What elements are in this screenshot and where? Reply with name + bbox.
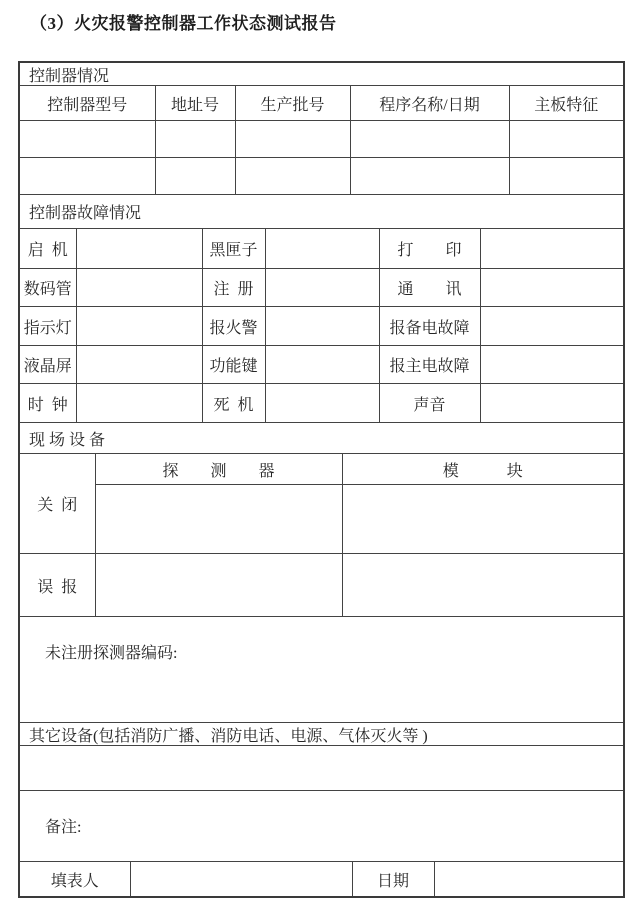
address-cell-2 (155, 158, 235, 195)
column-header-model: 控制器型号 (20, 86, 155, 121)
controller-info-section (20, 85, 623, 194)
module-false-alarm-cell (342, 554, 623, 617)
mainboard-cell-1 (509, 121, 623, 158)
unregistered-detector-label: 未注册探测器编码: (45, 645, 178, 662)
form-filler-cell (130, 862, 352, 896)
communication-status-cell (480, 269, 623, 307)
column-header-batch: 生产批号 (235, 86, 350, 121)
label-lcd: 液晶屏 (20, 346, 76, 384)
indicator-status-cell (76, 307, 202, 346)
label-register: 注 册 (202, 269, 265, 307)
label-sound: 声音 (379, 384, 480, 423)
label-startup: 启 机 (20, 229, 76, 269)
clock-status-cell (76, 384, 202, 423)
label-false-alarm: 误 报 (20, 554, 95, 617)
field-devices-table (20, 454, 623, 616)
section-field-devices (20, 422, 623, 453)
startup-status-cell (76, 229, 202, 269)
false-alarm-row (20, 554, 623, 617)
detector-close-cell (95, 485, 342, 554)
remarks-label: 备注: (45, 819, 82, 836)
controller-info-table (20, 86, 623, 194)
crash-status-cell (265, 384, 379, 423)
fault-row-4 (20, 346, 623, 384)
label-blackbox: 黑匣子 (202, 229, 265, 269)
function-key-status-cell (265, 346, 379, 384)
controller-fault-section (20, 228, 623, 422)
label-function-key: 功能键 (202, 346, 265, 384)
print-status-cell (480, 229, 623, 269)
controller-info-row-1 (20, 121, 623, 158)
section-field-devices-label: 现 场 设 备 (29, 431, 106, 449)
label-clock: 时 钟 (20, 384, 76, 423)
label-date: 日期 (352, 862, 434, 896)
section-controller-fault-label: 控制器故障情况 (29, 205, 142, 222)
detector-false-alarm-cell (95, 554, 342, 617)
field-devices-header-row (20, 454, 623, 485)
fault-row-5 (20, 384, 623, 423)
other-devices-label: 其它设备(包括消防广播、消防电话、电源、气体灭火等 ) (29, 727, 428, 745)
lcd-status-cell (76, 346, 202, 384)
other-devices-section (20, 722, 623, 745)
module-close-cell (342, 485, 623, 554)
section-controller-fault (20, 194, 623, 228)
field-devices-section (20, 453, 623, 616)
model-cell-2 (20, 158, 155, 195)
label-print: 打 印 (379, 229, 480, 269)
register-status-cell (265, 269, 379, 307)
fault-row-1 (20, 229, 623, 269)
label-form-filler: 填表人 (20, 862, 130, 896)
footer-table (20, 862, 623, 896)
column-header-program: 程序名称/日期 (350, 86, 509, 121)
column-header-detector: 探 测 器 (95, 454, 342, 485)
section-controller-info (20, 63, 623, 85)
model-cell-1 (20, 121, 155, 158)
backup-power-status-cell (480, 307, 623, 346)
batch-cell-2 (235, 158, 350, 195)
label-digital-tube: 数码管 (20, 269, 76, 307)
label-backup-power-fault: 报备电故障 (379, 307, 480, 346)
label-indicator: 指示灯 (20, 307, 76, 346)
section-controller-info-label: 控制器情况 (29, 67, 110, 85)
label-main-power-fault: 报主电故障 (379, 346, 480, 384)
main-power-status-cell (480, 346, 623, 384)
column-header-module: 模 块 (342, 454, 623, 485)
program-cell-1 (350, 121, 509, 158)
fault-row-2 (20, 269, 623, 307)
unregistered-detector-section (20, 616, 623, 722)
fire-alarm-status-cell (265, 307, 379, 346)
blackbox-status-cell (265, 229, 379, 269)
close-row (20, 485, 623, 554)
controller-info-row-2 (20, 158, 623, 195)
mainboard-cell-2 (509, 158, 623, 195)
footer-row (20, 862, 623, 896)
column-header-mainboard: 主板特征 (509, 86, 623, 121)
label-communication: 通 讯 (379, 269, 480, 307)
date-cell (434, 862, 623, 896)
address-cell-1 (155, 121, 235, 158)
label-crash: 死 机 (202, 384, 265, 423)
controller-fault-table (20, 229, 623, 422)
column-header-address: 地址号 (155, 86, 235, 121)
footer-section (20, 861, 623, 896)
label-fire-alarm: 报火警 (202, 307, 265, 346)
sound-status-cell (480, 384, 623, 423)
label-close: 关 闭 (20, 454, 95, 554)
test-report-form (18, 61, 625, 898)
remarks-section (20, 790, 623, 861)
other-devices-content-cell (20, 745, 623, 790)
program-cell-2 (350, 158, 509, 195)
fault-row-3 (20, 307, 623, 346)
page-title: （3）火灾报警控制器工作状态测试报告 (30, 14, 337, 33)
digital-tube-status-cell (76, 269, 202, 307)
batch-cell-1 (235, 121, 350, 158)
controller-info-header-row (20, 86, 623, 121)
